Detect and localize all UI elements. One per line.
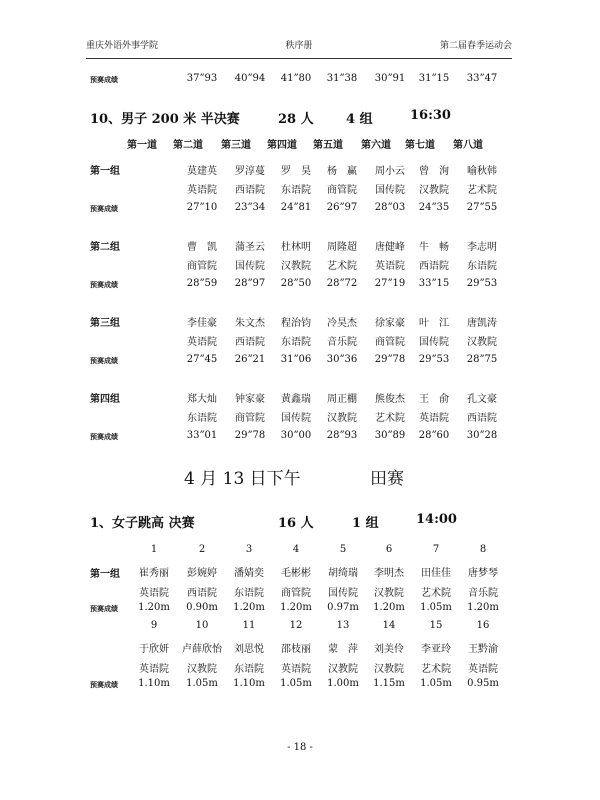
- athlete-name-cell: 刘美伶: [374, 644, 404, 655]
- page-header: [86, 38, 512, 54]
- athlete-name-cell: 罗淳蔓: [235, 166, 265, 177]
- header-doc-title: 秩序册: [285, 41, 313, 51]
- prelim-result-cell: 28”59: [186, 278, 218, 289]
- prelim-result-cell: 30”28: [466, 430, 498, 441]
- athlete-college-cell: 英语院: [187, 337, 217, 348]
- athlete-number-cell: 1: [150, 544, 158, 555]
- session-date: 4 月 13 日下午: [184, 469, 301, 489]
- prelim-result-cell: 27”10: [186, 202, 218, 213]
- athlete-college-cell: 汉教院: [327, 413, 357, 424]
- athlete-name-cell: 田佳佳: [421, 568, 451, 579]
- athlete-college-cell: 商管院: [375, 337, 405, 348]
- event-title: [90, 512, 510, 530]
- athlete-name-cell: 邵枝丽: [281, 644, 311, 655]
- athlete-name-cell: 王 俞: [419, 394, 449, 405]
- prelim-result-cell: 29”78: [234, 430, 266, 441]
- prelim-result-cell: 28”60: [418, 430, 450, 441]
- athlete-number-cell: 2: [198, 544, 206, 555]
- athlete-name-cell: 周隆超: [327, 242, 357, 253]
- athlete-college-cell: 艺术院: [467, 185, 497, 196]
- prelim-result-cell: 1.10m: [138, 678, 170, 689]
- athlete-college-cell: 国传院: [419, 337, 449, 348]
- prelim-result-cell: 1.05m: [186, 678, 218, 689]
- athlete-name-cell: 喻秋韩: [467, 166, 497, 177]
- prelim-result-cell: 1.10m: [233, 678, 265, 689]
- athlete-college-cell: 汉教院: [187, 664, 217, 675]
- prelim-label: 预赛成绩: [90, 76, 118, 84]
- prelim-result-cell: 29”53: [466, 278, 498, 289]
- athlete-college-cell: 英语院: [187, 185, 217, 196]
- athlete-college-cell: 英语院: [375, 261, 405, 272]
- prelim-result-cell: 37”93: [186, 73, 218, 84]
- athlete-college-cell: 商管院: [327, 185, 357, 196]
- athlete-name-cell: 于欣妍: [139, 644, 169, 655]
- athlete-college-cell: 西语院: [467, 413, 497, 424]
- athlete-college-cell: 商管院: [281, 588, 311, 599]
- athlete-name-cell: 罗 昊: [281, 166, 311, 177]
- athlete-name-cell: 刘思悦: [234, 644, 264, 655]
- prelim-result: [0, 73, 600, 89]
- session-type: 田赛: [370, 469, 404, 489]
- athlete-college-cell: 西语院: [235, 185, 265, 196]
- prelim-result-cell: 28”75: [466, 354, 498, 365]
- prelim-result-cell: 1.20m: [280, 602, 312, 613]
- athlete-college-cell: 艺术院: [375, 413, 405, 424]
- athlete-college-cell: 音乐院: [327, 337, 357, 348]
- lane-header: 第七道: [405, 140, 435, 151]
- athlete-number-cell: 3: [245, 544, 253, 555]
- athlete-number-cell: 15: [429, 620, 443, 631]
- athlete-name: [0, 162, 600, 178]
- athlete-name-cell: 程治钧: [281, 318, 311, 329]
- athlete-number-cell: 4: [292, 544, 300, 555]
- athlete-name-cell: 胡绮瑞: [328, 568, 358, 579]
- athlete-number-cell: 13: [336, 620, 350, 631]
- athlete-college-cell: 英语院: [139, 664, 169, 675]
- athlete-name-cell: 牛 畅: [419, 242, 449, 253]
- event-people: 16 人: [278, 516, 314, 531]
- lane-header-row: [0, 136, 600, 152]
- athlete-college-cell: 东语院: [234, 664, 264, 675]
- prelim-result-cell: 0.95m: [467, 678, 499, 689]
- athlete-number-cell: 16: [476, 620, 490, 631]
- event-groups: 4 组: [346, 112, 373, 127]
- athlete-name-cell: 徐家豪: [375, 318, 405, 329]
- athlete-name-cell: 李明杰: [374, 568, 404, 579]
- prelim-result-cell: 1.05m: [420, 602, 452, 613]
- athlete-college-cell: 东语院: [281, 337, 311, 348]
- event-time: 14:00: [416, 512, 457, 527]
- prelim-result: [0, 430, 600, 446]
- athlete-college: [0, 409, 600, 425]
- athlete-number-cell: 7: [432, 544, 440, 555]
- athlete-number-cell: 8: [479, 544, 487, 555]
- athlete-name-cell: 郑大灿: [187, 394, 217, 405]
- prelim-label: 预赛成绩: [90, 281, 118, 289]
- prelim-result-cell: 30”36: [326, 354, 358, 365]
- prelim-result-cell: 30”00: [280, 430, 312, 441]
- athlete-name: [0, 564, 600, 580]
- athlete-college-cell: 商管院: [187, 261, 217, 272]
- athlete-college-cell: 东语院: [187, 413, 217, 424]
- athlete-name: [0, 314, 600, 330]
- athlete-college-cell: 汉教院: [419, 185, 449, 196]
- athlete-name-cell: 蒲圣云: [235, 242, 265, 253]
- prelim-result-cell: 40”94: [234, 73, 266, 84]
- prelim-result: [0, 602, 600, 618]
- athlete-number: [0, 620, 600, 636]
- prelim-result-cell: 33”47: [466, 73, 498, 84]
- prelim-result-cell: 29”53: [418, 354, 450, 365]
- header-rule: [86, 58, 512, 59]
- athlete-name-cell: 李志明: [467, 242, 497, 253]
- event-name: 10、男子 200 米 半决赛: [90, 112, 240, 127]
- athlete-name-cell: 钟家豪: [235, 394, 265, 405]
- prelim-result-cell: 28”72: [326, 278, 358, 289]
- prelim-result-cell: 41”80: [280, 73, 312, 84]
- athlete-name-cell: 唐凯涛: [467, 318, 497, 329]
- event-title: [90, 108, 510, 126]
- prelim-result-cell: 24”35: [418, 202, 450, 213]
- athlete-name-cell: 冷昊杰: [327, 318, 357, 329]
- athlete-name-cell: 唐梦琴: [468, 568, 498, 579]
- prelim-result-cell: 29”78: [374, 354, 406, 365]
- athlete-college-cell: 商管院: [235, 413, 265, 424]
- prelim-result-cell: 27”55: [466, 202, 498, 213]
- athlete-college: [0, 584, 600, 600]
- athlete-name-cell: 周正棚: [327, 394, 357, 405]
- athlete-name-cell: 李佳豪: [187, 318, 217, 329]
- session-heading: [0, 464, 600, 489]
- athlete-college-cell: 艺术院: [421, 664, 451, 675]
- group-label: 第一组: [90, 569, 120, 580]
- event-time: 16:30: [410, 108, 451, 123]
- prelim-result-cell: 28”93: [326, 430, 358, 441]
- athlete-name-cell: 叶 江: [419, 318, 449, 329]
- event-name: 1、女子跳高 决赛: [90, 516, 195, 531]
- prelim-result-cell: 31”38: [326, 73, 358, 84]
- athlete-college-cell: 艺术院: [327, 261, 357, 272]
- athlete-name-cell: 曾 洵: [419, 166, 449, 177]
- prelim-result: [0, 678, 600, 694]
- athlete-name-cell: 周小云: [375, 166, 405, 177]
- athlete-name-cell: 杜林明: [281, 242, 311, 253]
- prelim-result-cell: 27”19: [374, 278, 406, 289]
- prelim-result-cell: 0.97m: [327, 602, 359, 613]
- lane-header: 第四道: [267, 140, 297, 151]
- prelim-result-cell: 27”45: [186, 354, 218, 365]
- prelim-result-cell: 28”97: [234, 278, 266, 289]
- lane-header: 第五道: [313, 140, 343, 151]
- athlete-college: [0, 181, 600, 197]
- athlete-number-cell: 14: [382, 620, 396, 631]
- prelim-result-cell: 31”15: [418, 73, 450, 84]
- athlete-college-cell: 汉教院: [328, 664, 358, 675]
- prelim-result: [0, 278, 600, 294]
- prelim-result-cell: 26”97: [326, 202, 358, 213]
- lane-header: 第八道: [453, 140, 483, 151]
- athlete-name: [0, 390, 600, 406]
- prelim-result-cell: 31”06: [280, 354, 312, 365]
- prelim-result-cell: 28”50: [280, 278, 312, 289]
- prelim-label: 预赛成绩: [90, 205, 118, 213]
- prelim-label: 预赛成绩: [90, 605, 118, 613]
- lane-header: 第六道: [361, 140, 391, 151]
- heat-label: 第四组: [90, 394, 120, 405]
- prelim-result-cell: 1.20m: [467, 602, 499, 613]
- prelim-result: [0, 202, 600, 218]
- athlete-name: [0, 238, 600, 254]
- prelim-label: 预赛成绩: [90, 357, 118, 365]
- athlete-college: [0, 660, 600, 676]
- prelim-result-cell: 1.05m: [420, 678, 452, 689]
- prelim-result-cell: 28”03: [374, 202, 406, 213]
- athlete-name-cell: 莫建英: [187, 166, 217, 177]
- athlete-college-cell: 英语院: [281, 664, 311, 675]
- athlete-name-cell: 熊俊杰: [375, 394, 405, 405]
- prelim-result-cell: 1.05m: [280, 678, 312, 689]
- athlete-college-cell: 音乐院: [468, 588, 498, 599]
- athlete-name-cell: 唐健峰: [375, 242, 405, 253]
- athlete-college: [0, 333, 600, 349]
- prelim-result-cell: 33”01: [186, 430, 218, 441]
- athlete-college-cell: 汉教院: [374, 588, 404, 599]
- prelim-result-cell: 1.20m: [233, 602, 265, 613]
- prelim-result-cell: 30”91: [374, 73, 406, 84]
- athlete-college-cell: 西语院: [235, 337, 265, 348]
- athlete-name-cell: 李亚玲: [421, 644, 451, 655]
- prelim-label: 预赛成绩: [90, 433, 118, 441]
- prelim-result-cell: 0.90m: [186, 602, 218, 613]
- heat-label: 第三组: [90, 318, 120, 329]
- athlete-number-cell: 5: [339, 544, 347, 555]
- prelim-result-cell: 26”21: [234, 354, 266, 365]
- athlete-name-cell: 曹 凯: [187, 242, 217, 253]
- athlete-college: [0, 257, 600, 273]
- athlete-name: [0, 640, 600, 656]
- header-school: 重庆外语外事学院: [86, 41, 159, 51]
- prelim-result-cell: 1.20m: [138, 602, 170, 613]
- athlete-name-cell: 卢薛欣怡: [182, 644, 222, 655]
- event-people: 28 人: [278, 112, 314, 127]
- prelim-result-cell: 1.20m: [373, 602, 405, 613]
- athlete-college-cell: 英语院: [419, 413, 449, 424]
- athlete-name-cell: 蒙 萍: [328, 644, 358, 655]
- athlete-college-cell: 艺术院: [421, 588, 451, 599]
- athlete-college-cell: 英语院: [139, 588, 169, 599]
- athlete-college-cell: 国传院: [375, 185, 405, 196]
- athlete-college-cell: 汉教院: [467, 337, 497, 348]
- athlete-college-cell: 东语院: [281, 185, 311, 196]
- heat-label: 第二组: [90, 242, 120, 253]
- lane-header: 第二道: [173, 140, 203, 151]
- athlete-number-cell: 12: [289, 620, 303, 631]
- athlete-name-cell: 潘婧奕: [234, 568, 264, 579]
- athlete-number-cell: 9: [150, 620, 158, 631]
- prelim-result-cell: 1.00m: [327, 678, 359, 689]
- athlete-name-cell: 崔秀丽: [139, 568, 169, 579]
- athlete-number-cell: 6: [385, 544, 393, 555]
- athlete-college-cell: 西语院: [419, 261, 449, 272]
- prelim-result-cell: 33”15: [418, 278, 450, 289]
- heat-label: 第一组: [90, 166, 120, 177]
- athlete-college-cell: 西语院: [187, 588, 217, 599]
- prelim-result-cell: 30”89: [374, 430, 406, 441]
- athlete-college-cell: 汉教院: [374, 664, 404, 675]
- athlete-college-cell: 国传院: [281, 413, 311, 424]
- prelim-result: [0, 354, 600, 370]
- athlete-college-cell: 东语院: [234, 588, 264, 599]
- athlete-name-cell: 毛彬彬: [281, 568, 311, 579]
- prelim-result-cell: 24”81: [280, 202, 312, 213]
- athlete-name-cell: 杨 赢: [327, 166, 357, 177]
- athlete-college-cell: 汉教院: [281, 261, 311, 272]
- event-groups: 1 组: [352, 516, 379, 531]
- athlete-name-cell: 朱文杰: [235, 318, 265, 329]
- athlete-number: [0, 544, 600, 560]
- prelim-result-cell: 23”34: [234, 202, 266, 213]
- athlete-college-cell: 英语院: [468, 664, 498, 675]
- athlete-college-cell: 东语院: [467, 261, 497, 272]
- athlete-number-cell: 11: [242, 620, 256, 631]
- athlete-college-cell: 国传院: [235, 261, 265, 272]
- athlete-name-cell: 孔文豪: [467, 394, 497, 405]
- athlete-college-cell: 国传院: [328, 588, 358, 599]
- prelim-result-cell: 1.15m: [373, 678, 405, 689]
- athlete-name-cell: 黄鑫瑞: [281, 394, 311, 405]
- athlete-name-cell: 彭婉婷: [187, 568, 217, 579]
- header-event: 第二届春季运动会: [439, 41, 512, 51]
- athlete-name-cell: 王黔渝: [468, 644, 498, 655]
- athlete-number-cell: 10: [195, 620, 209, 631]
- prelim-label: 预赛成绩: [90, 681, 118, 689]
- lane-header: 第三道: [221, 140, 251, 151]
- page-number: - 18 -: [287, 742, 313, 753]
- lane-header: 第一道: [127, 140, 157, 151]
